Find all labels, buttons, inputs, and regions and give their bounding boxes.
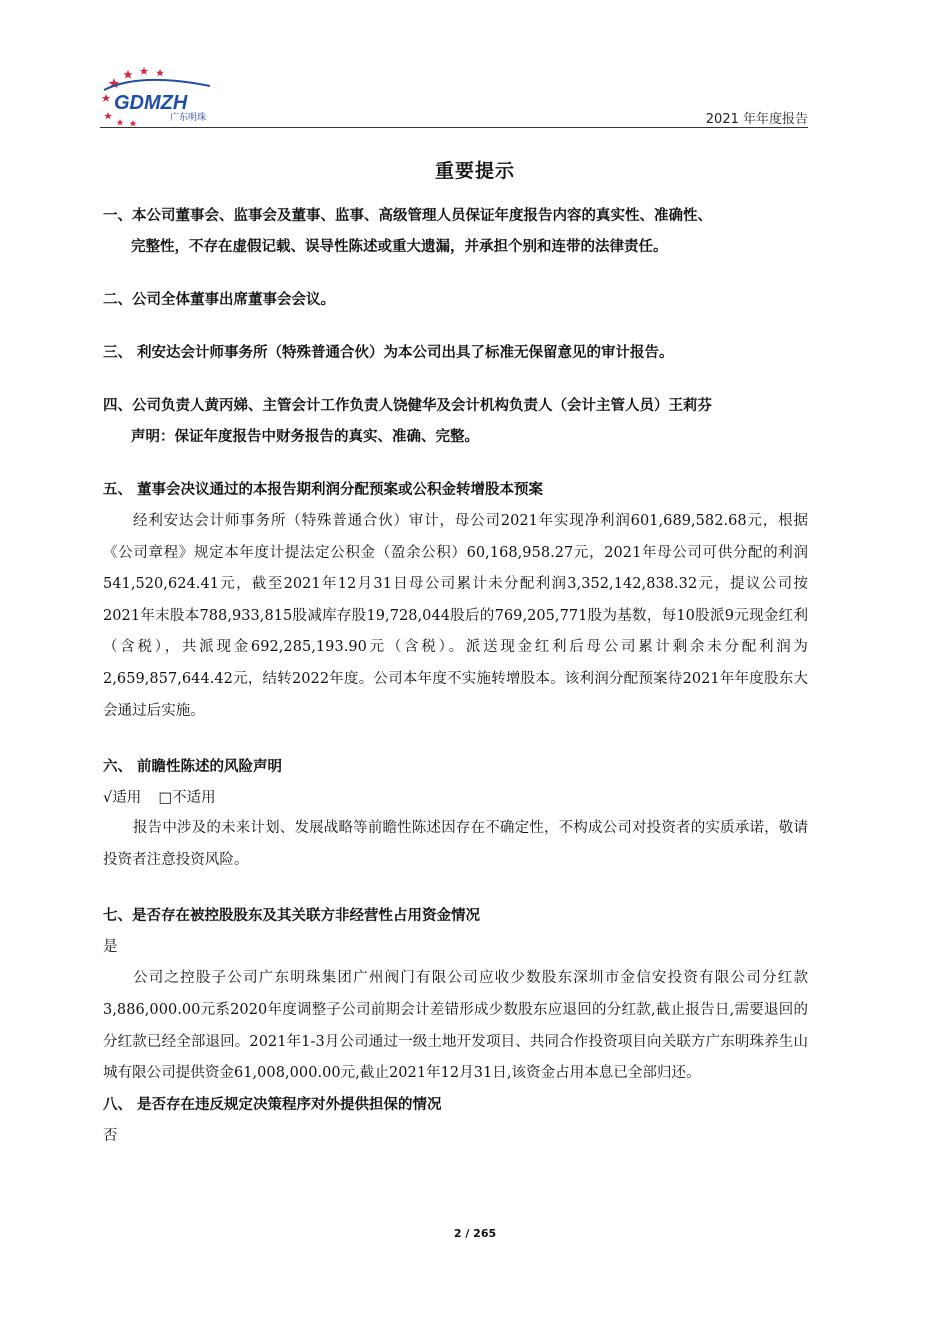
section-5-heading: 五、 董事会决议通过的本报告期利润分配预案或公积金转增股本预案: [103, 482, 544, 498]
report-label: 2021 年年度报告: [705, 112, 808, 127]
section-1-line-1: 一、本公司董事会、监事会及董事、监事、高级管理人员保证年度报告内容的真实性、准确性、: [103, 208, 712, 224]
section-6-heading: 六、 前瞻性陈述的风险声明: [103, 759, 283, 776]
section-6-body: 报告中涉及的未来计划、发展战略等前瞻性陈述因存在不确定性，不构成公司对投资者的实质承诺，敬请投资者注意投资风险。: [103, 820, 808, 868]
section-2: 二、公司全体董事出席董事会会议。: [103, 292, 335, 308]
logo-text: GDMZH: [114, 92, 188, 114]
section-8-heading: 八、 是否存在违反规定决策程序对外提供担保的情况: [103, 1096, 442, 1113]
section-7-heading: 七、是否存在被控股股东及其关联方非经营性占用资金情况: [103, 908, 480, 925]
not-applicable-option: □不适用: [158, 790, 216, 807]
page-title: 重要提示: [434, 160, 515, 182]
section-7-answer: 是: [103, 939, 118, 956]
page-number: 2 / 265: [453, 1227, 497, 1240]
logo-chinese-name: 广东明珠: [170, 113, 207, 123]
section-5-body: 经利安达会计师事务所（特殊普通合伙）审计，母公司2021年实现净利润601,689,582.68元，根据《公司章程》规定本年度计提法定公积金（盈余公积）60,168,958.27元，2021年母公司可供分配的利润541,520,624.41元，截至2021年12月31日母公司累计未分配利润3,352,142,838.32元，提议公司按2021年末股本788,933,815股减库存股19,728,044股后的769,205,771股为基数，每10股派9元现金红利（含税），共派现金692,285,193.90元（含税）。派送现金红利后母公司累计剩余未分配利润为2,659,857,644.42元，结转2022年度。公司本年度不实施转增股本。该利润分配预案待2021年年度股东大会通过后实施。: [103, 513, 808, 719]
applicability-row: [103, 783, 808, 813]
section-4-line-1: 四、公司负责人黄丙娣、主管会计工作负责人饶健华及会计机构负责人（会计主管人员）王莉芬: [103, 398, 712, 414]
company-logo: [100, 64, 232, 128]
section-7-body: 公司之控股子公司广东明珠集团广州阀门有限公司应收少数股东深圳市金信安投资有限公司分红款3,886,000.00元系2020年度调整子公司前期会计差错形成少数股东应退回的分红款,截止报告日,需要退回的分红款已经全部退回。2021年1-3月公司通过一级土地开发项目、共同合作投资项目向关联方广东明珠养生山城有限公司提供资金61,008,000.00元,截止2021年12月31日,该资金占用本息已全部归还。: [103, 970, 808, 1082]
section-3: 三、 利安达会计师事务所（特殊普通合伙）为本公司出具了标准无保留意见的审计报告。: [103, 345, 674, 361]
content-body: [103, 201, 808, 1152]
section-4-line-2: 声明：保证年度报告中财务报告的真实、准确、完整。: [131, 429, 479, 445]
header-divider: [100, 127, 808, 128]
applicable-option: √适用: [103, 790, 142, 807]
section-1-line-2: 完整性，不存在虚假记载、误导性陈述或重大遗漏，并承担个别和连带的法律责任。: [131, 239, 668, 255]
section-8-answer: 否: [103, 1127, 118, 1144]
logo-graphic: [100, 64, 232, 128]
